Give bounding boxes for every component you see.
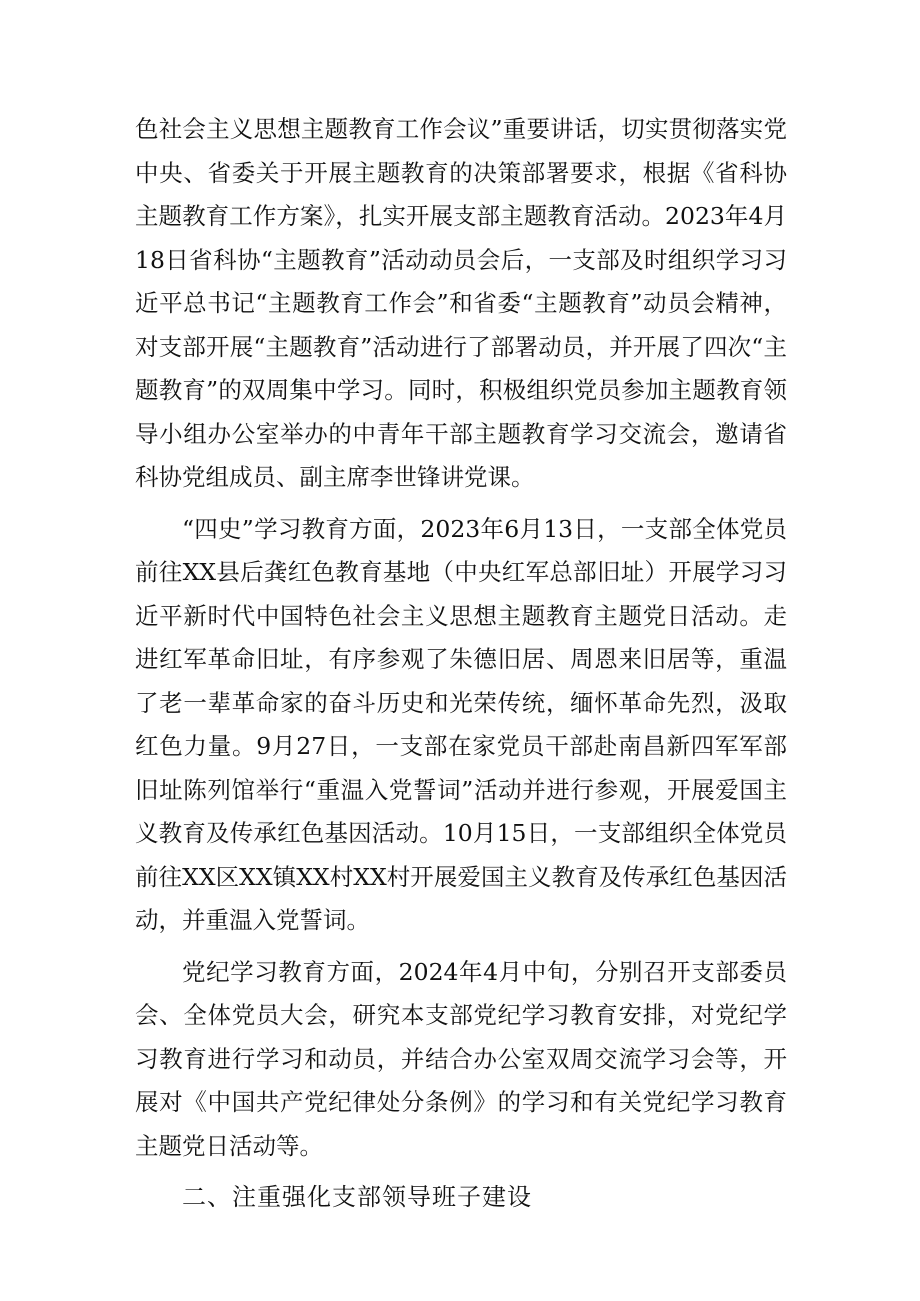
section-heading: 二、注重强化支部领导班子建设 xyxy=(182,1183,532,1211)
document-body xyxy=(135,108,787,1228)
paragraph-theme-education: 色社会主义思想主题教育工作会议”重要讲话，切实贯彻落实党中央、省委关于开展主题教育的决策部署要求，根据《省科协主题教育工作方案》，扎实开展支部主题教育活动。2023年4月18日省科协“主题教育”活动动员会后，一支部及时组织学习习近平总书记“主题教育工作会”和省委“主题教育”动员会精神，对支部开展“主题教育”活动进行了部署动员，并开展了四次“主题教育”的双周集中学习。同时，积极组织党员参加主题教育领导小组办公室举办的中青年干部主题教育学习交流会，邀请省科协党组成员、副主席李世锋讲党课。 xyxy=(135,115,787,491)
paragraph-party-discipline: 党纪学习教育方面，2024年4月中旬，分别召开支部委员会、全体党员大会，研究本支部党纪学习教育安排，对党纪学习教育进行学习和动员，并结合办公室双周交流学习会等，开展对《中国共产党纪律处分条例》的学习和有关党纪学习教育主题党日活动等。 xyxy=(135,957,787,1160)
paragraph-four-histories: “四史”学习教育方面，2023年6月13日，一支部全体党员前往XX县后龚红色教育基地（中央红军总部旧址）开展学习习近平新时代中国特色社会主义思想主题教育主题党日活动。走进红军革命旧址，有序参观了朱德旧居、周恩来旧居等，重温了老一辈革命家的奋斗历史和光荣传统，缅怀革命先烈，汲取红色力量。9月27日，一支部在家党员干部赴南昌新四军军部旧址陈列馆举行“重温入党誓词”活动并进行参观，开展爱国主义教育及传承红色基因活动。10月15日，一支部组织全体党员前往XX区XX镇XX村XX村开展爱国主义教育及传承红色基因活动，并重温入党誓词。 xyxy=(135,514,787,934)
